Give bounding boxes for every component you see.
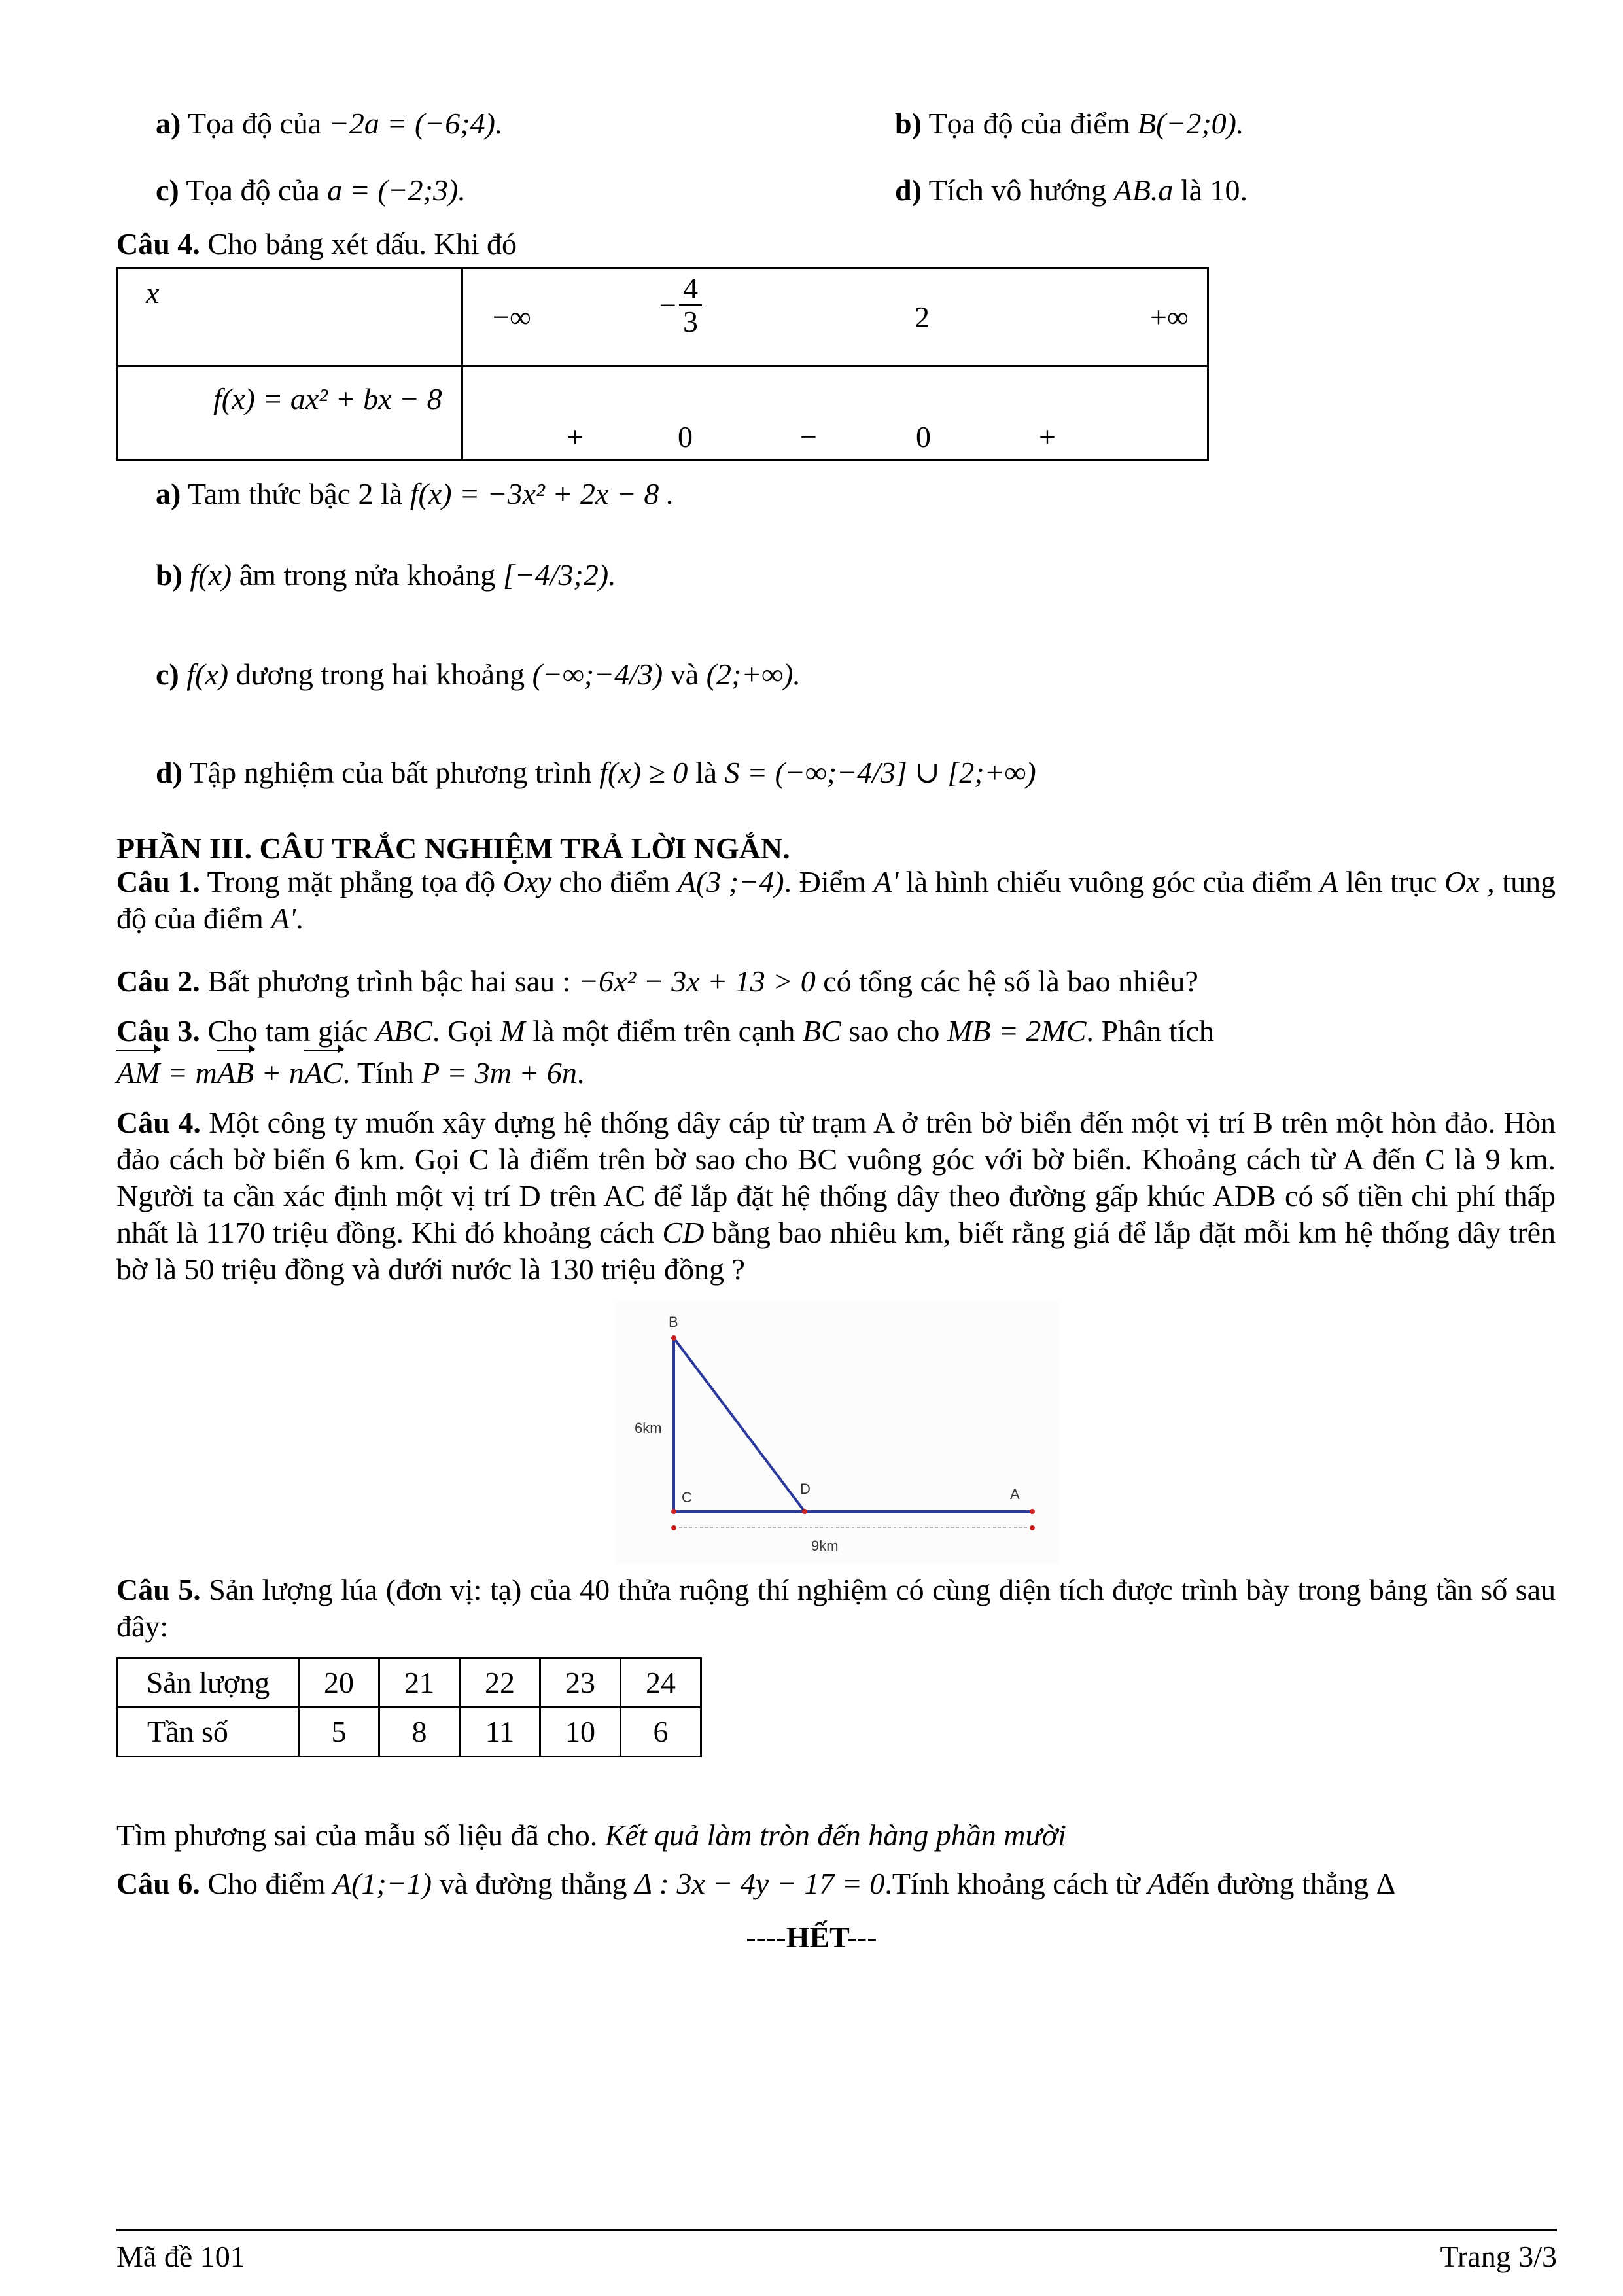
vector: AB <box>217 1052 254 1094</box>
math: = m <box>167 1056 217 1089</box>
sign-value: + <box>1039 419 1056 453</box>
text: , tung độ của điểm <box>116 865 1556 935</box>
sign-value: 0 <box>916 419 931 453</box>
label: d) <box>895 173 922 207</box>
label: d) <box>156 756 183 789</box>
point-c <box>671 1509 676 1514</box>
part3-question-6 <box>116 1865 1395 1903</box>
label-a: A <box>1010 1486 1020 1502</box>
dim-endpoint <box>1030 1525 1035 1530</box>
answer-a-line <box>156 105 502 143</box>
x-value-fraction <box>659 273 705 338</box>
text: và <box>670 658 699 691</box>
math: A <box>1319 865 1338 898</box>
vector: AM <box>116 1052 160 1094</box>
row-label: Sản lượng <box>118 1659 299 1708</box>
question-4-heading <box>116 225 517 263</box>
denominator: 3 <box>682 305 698 339</box>
answer-b-line <box>895 105 1244 143</box>
table-row <box>118 1708 701 1757</box>
text: dương trong hai khoảng <box>236 658 525 691</box>
sign-value: − <box>800 419 817 453</box>
math: (−∞;−4/3) <box>532 658 663 691</box>
text: là <box>695 756 718 789</box>
fx-label: f(x) = ax² + bx − 8 <box>213 381 442 415</box>
dim-endpoint <box>671 1525 676 1530</box>
figure-background <box>615 1302 1060 1564</box>
table-cell: 24 <box>621 1659 701 1708</box>
text: Tìm phương sai của mẫu số liệu đã cho. <box>116 1818 598 1852</box>
part3-question-4 <box>116 1104 1556 1288</box>
page-number: Trang 3/3 <box>1440 2240 1557 2273</box>
label: b) <box>156 558 183 592</box>
math: −6x² − 3x + 13 > 0 <box>578 964 816 998</box>
math: A' <box>873 865 899 898</box>
table-cell: 22 <box>460 1659 540 1708</box>
table-cell: 11 <box>460 1708 540 1757</box>
part3-question-1 <box>116 864 1556 937</box>
text: là hình chiếu vuông góc của điểm <box>905 865 1312 898</box>
text: Tích vô hướng <box>928 173 1107 207</box>
math: A(3 ;−4) <box>677 865 784 898</box>
label: a) <box>156 107 181 140</box>
text: Tọa độ của điểm <box>928 107 1130 140</box>
text: Tọa độ của <box>188 107 322 140</box>
math: a = (−2;3). <box>327 173 466 207</box>
text: cho điểm <box>559 865 671 898</box>
frequency-table <box>116 1657 702 1757</box>
label: Câu 6. <box>116 1867 200 1900</box>
text: có tổng các hệ số là bao nhiêu? <box>823 964 1198 998</box>
math: BC <box>802 1014 841 1048</box>
label: Câu 1. <box>116 865 200 898</box>
label: a) <box>156 477 181 510</box>
table-cell: 23 <box>540 1659 621 1708</box>
text: Trong mặt phẳng tọa độ <box>207 865 496 898</box>
text: sao cho <box>848 1014 940 1048</box>
table-cell: 21 <box>379 1659 460 1708</box>
text: Bất phương trình bậc hai sau : <box>207 964 571 998</box>
table-cell: 10 <box>540 1708 621 1757</box>
text: . <box>576 1056 585 1089</box>
text: Sản lượng lúa (đơn vị: tạ) của 40 thửa ruộng thí nghiệm có cùng diện tích được trình bày trong bảng tần số sau đây: <box>116 1573 1556 1643</box>
text: Cho bảng xét dấu. Khi đó <box>207 227 517 260</box>
text: .Tính khoảng cách từ <box>884 1867 1140 1900</box>
text: Cho tam giác <box>207 1014 368 1048</box>
answer-c-line <box>156 171 466 209</box>
math: −2a = (−6;4). <box>328 107 503 140</box>
text: . Phân tích <box>1086 1014 1214 1048</box>
label-9km: 9km <box>811 1538 839 1554</box>
math: M <box>500 1014 525 1048</box>
q4-option-a <box>156 475 674 513</box>
label-d: D <box>800 1481 811 1497</box>
point-b <box>671 1335 676 1341</box>
table-cell: 20 <box>299 1659 379 1708</box>
x-header-cell <box>118 268 462 366</box>
text: . Gọi <box>432 1014 493 1048</box>
text: Một công ty muốn xây dựng hệ thống dây cáp từ trạm A ở trên bờ biển đến một vị trí B trên một hòn đảo. Hòn đảo cách bờ biển 6 km. Gọi C là điểm trên bờ sao cho BC vuông góc với bờ biển. Khoảng cách từ A đến C là 9 km. Người ta cần xác định một vị trí D trên AC để lắp đặt hệ thống dây theo đường gấp khúc ADB có số tiền chi phí thấp nhất là 1170 triệu đồng. Khi đó khoảng cách <box>116 1106 1556 1249</box>
math: Δ : 3x − 4y − 17 = 0 <box>634 1867 885 1900</box>
footer-divider <box>116 2229 1557 2231</box>
text: lên trục <box>1346 865 1437 898</box>
label: Câu 4. <box>116 227 200 260</box>
label-b: B <box>669 1314 678 1330</box>
q5-find-line <box>116 1816 1066 1854</box>
x-values-cell <box>462 268 1208 366</box>
fraction <box>679 273 702 338</box>
italic-text: Kết quả làm tròn đến hàng phần mười <box>604 1818 1066 1852</box>
text: và đường thẳng <box>439 1867 627 1900</box>
math: Oxy <box>502 865 551 898</box>
math: f(x) <box>186 658 229 691</box>
math: A <box>1147 1867 1166 1900</box>
row-label: Tần số <box>118 1708 299 1757</box>
label: b) <box>895 107 922 140</box>
label: Câu 4. <box>116 1106 201 1139</box>
table-cell: 8 <box>379 1708 460 1757</box>
cable-figure <box>615 1302 1060 1564</box>
x-value: +∞ <box>1150 300 1189 334</box>
math: f(x) <box>190 558 232 592</box>
text: . Điểm <box>784 865 866 898</box>
text: . <box>296 902 304 935</box>
math: B(−2;0). <box>1137 107 1244 140</box>
math: AB.a <box>1113 173 1174 207</box>
signs-cell <box>462 366 1208 459</box>
part-3-heading <box>116 830 790 868</box>
q4-option-b <box>156 556 616 594</box>
q4-option-c <box>156 656 801 694</box>
math: f(x) ≥ 0 <box>599 756 688 789</box>
math: A(1;−1) <box>332 1867 432 1900</box>
label: c) <box>156 658 179 691</box>
math: (2;+∞). <box>706 658 801 691</box>
text: bằng bao nhiêu km, biết rằng giá để lắp đặt mỗi km hệ thống dây trên bờ là 50 triệu đồng và dưới nước là 130 triệu đồng ? <box>116 1216 1556 1286</box>
math: Δ <box>1376 1867 1396 1900</box>
math: A' <box>271 902 296 935</box>
text: đến đường thẳng <box>1166 1867 1369 1900</box>
text: Tập nghiệm của bất phương trình <box>189 756 592 789</box>
label-6km: 6km <box>635 1420 662 1436</box>
point-d <box>802 1509 807 1514</box>
label-c: C <box>682 1489 692 1506</box>
label: c) <box>156 173 179 207</box>
part3-question-5 <box>116 1572 1556 1645</box>
text: là một điểm trên cạnh <box>532 1014 795 1048</box>
math: P = 3m + 6n <box>421 1056 577 1089</box>
x-value: 2 <box>915 300 930 334</box>
exam-code: Mã đề 101 <box>116 2240 245 2273</box>
math: ABC <box>375 1014 432 1048</box>
label: Câu 3. <box>116 1014 200 1048</box>
point-a <box>1030 1509 1035 1514</box>
label: Câu 5. <box>116 1573 201 1606</box>
math: + n <box>261 1056 304 1089</box>
text: là 10. <box>1180 173 1248 207</box>
text: âm trong nửa khoảng <box>239 558 496 592</box>
minus-sign: − <box>659 289 676 323</box>
table-row <box>118 1659 701 1708</box>
text: Tam thức bậc 2 là <box>188 477 403 510</box>
math: CD <box>662 1216 705 1249</box>
end-mark <box>0 1918 1623 1956</box>
text: . Tính <box>342 1056 414 1089</box>
answer-d-line <box>895 171 1248 209</box>
vector: AC <box>304 1052 343 1094</box>
text: Cho điểm <box>207 1867 326 1900</box>
math: [−4/3;2). <box>502 558 616 592</box>
end-text: ----HẾT--- <box>746 1920 877 1954</box>
fx-header-cell <box>118 366 462 459</box>
sign-value: + <box>567 419 584 453</box>
numerator: 4 <box>679 273 702 306</box>
sign-value: 0 <box>678 419 693 453</box>
sign-table <box>116 267 1209 461</box>
math: S = (−∞;−4/3] ∪ [2;+∞) <box>724 756 1036 789</box>
x-label: x <box>146 276 160 309</box>
heading-text: PHẦN III. CÂU TRẮC NGHIỆM TRẢ LỜI NGẮN. <box>116 832 790 865</box>
math: MB = 2MC <box>947 1014 1087 1048</box>
table-cell: 5 <box>299 1708 379 1757</box>
math: f(x) = −3x² + 2x − 8 . <box>410 477 674 510</box>
q4-option-d <box>156 754 1036 792</box>
x-value: −∞ <box>493 300 531 334</box>
text: Tọa độ của <box>186 173 320 207</box>
math: Ox <box>1444 865 1480 898</box>
part3-question-2 <box>116 963 1556 1000</box>
table-cell: 6 <box>621 1708 701 1757</box>
label: Câu 2. <box>116 964 200 998</box>
part3-question-3 <box>116 1010 1556 1094</box>
